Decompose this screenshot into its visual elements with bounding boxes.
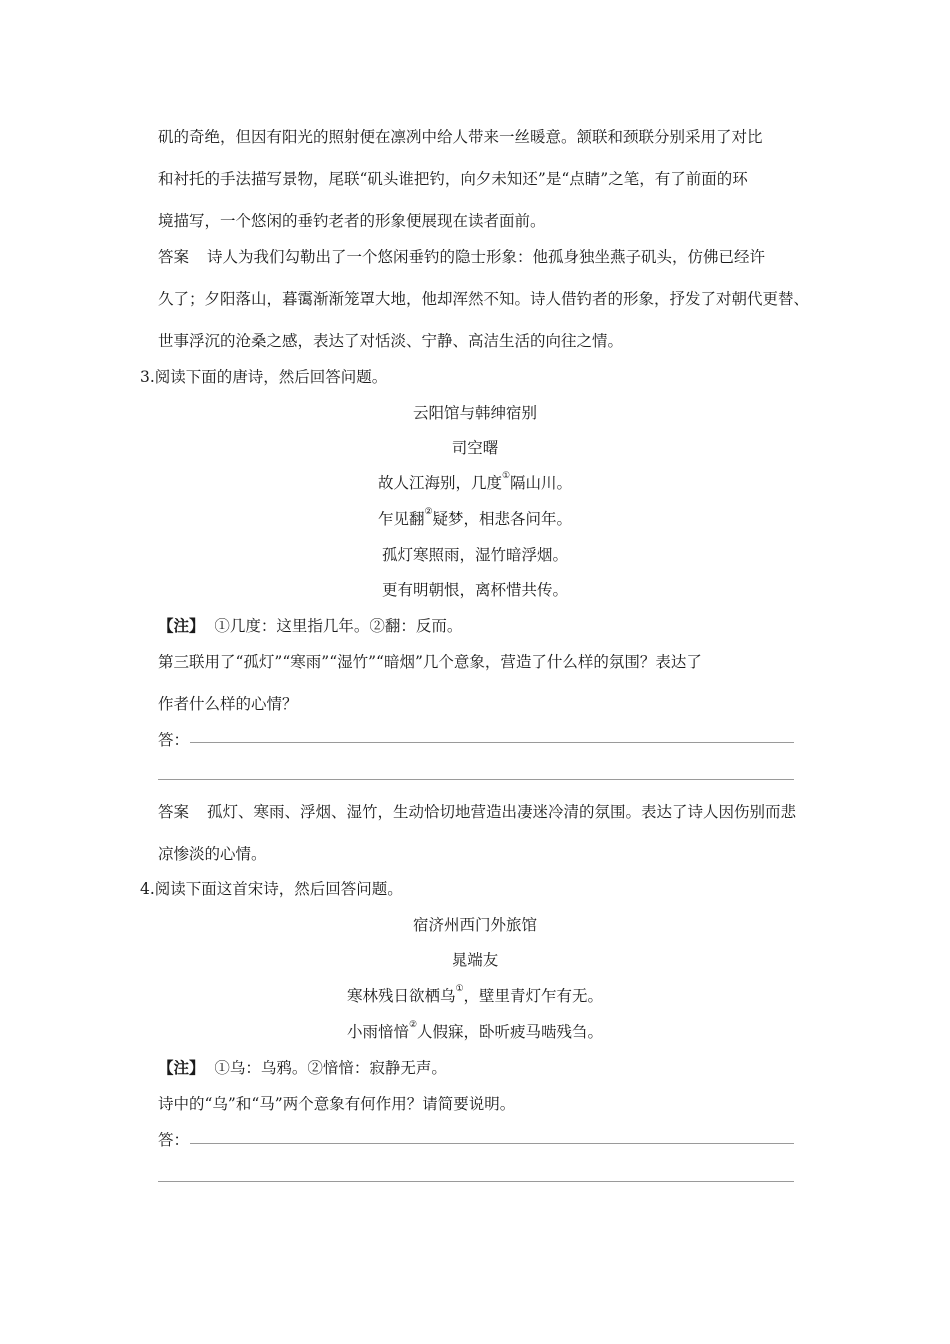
answer-3-line-1: 孤灯、寒雨、浮烟、湿竹，生动恰切地营造出凄迷冷清的氛围。表达了诗人因伤别而悲 <box>207 803 797 821</box>
question-3-text-2: 作者什么样的心情？ <box>158 695 298 713</box>
poem-4-line-1: 寒林残日欲栖乌①，壁里青灯乍有无。 <box>346 984 604 1005</box>
answer-label: 答案 <box>158 248 190 266</box>
question-4-heading: 4.阅读下面这首宋诗，然后回答问题。 <box>140 880 403 898</box>
poem-3-note: 【注】 ①几度：这里指几年。②翻：反而。 <box>158 616 463 635</box>
question-4-text: 诗中的“乌”和“马”两个意象有何作用？请简要说明。 <box>158 1095 516 1113</box>
note-tag: 【注】 <box>158 1058 205 1077</box>
poem-3-line-4: 更有明朝恨，离杯惜共传。 <box>381 581 568 599</box>
poem-4-title: 宿济州西门外旅馆 <box>412 916 537 934</box>
question-3-heading: 3.阅读下面的唐诗，然后回答问题。 <box>140 368 388 386</box>
analysis-line-2: 和衬托的手法描写景物，尾联“矶头谁把钓，向夕未知还”是“点睛”之笔，有了前面的环 <box>158 170 748 188</box>
answer-3-line-2: 凉惨淡的心情。 <box>158 845 267 863</box>
poem-4-line-2: 小雨愔愔②人假寐，卧听疲马啮残刍。 <box>346 1020 604 1041</box>
poem-3-title: 云阳馆与韩绅宿别 <box>412 404 537 422</box>
answer-blank-4-line-2[interactable] <box>158 1181 794 1182</box>
answer-line-3: 世事浮沉的沧桑之感，表达了对恬淡、宁静、高洁生活的向往之情。 <box>158 332 624 350</box>
question-3-text-1: 第三联用了“孤灯”“寒雨”“湿竹”“暗烟”几个意象，营造了什么样的氛围？表达了 <box>158 653 702 671</box>
poem-3-author: 司空曙 <box>451 439 499 457</box>
answer-blank-4-line-1[interactable] <box>190 1143 794 1144</box>
poem-4-note: 【注】 ①乌：乌鸦。②愔愔：寂静无声。 <box>158 1058 447 1077</box>
answer-3-label: 答案 <box>158 803 190 821</box>
poem-4-author: 晁端友 <box>451 951 499 969</box>
analysis-line-3: 境描写，一个悠闲的垂钓老者的形象便展现在读者面前。 <box>158 212 546 230</box>
poem-3-line-3: 孤灯寒照雨，湿竹暗浮烟。 <box>381 546 568 564</box>
answer-line-2: 久了；夕阳落山，暮霭渐渐笼罩大地，他却浑然不知。诗人借钓者的形象，抒发了对朝代更替、 <box>158 290 810 308</box>
answer-line-1: 诗人为我们勾勒出了一个悠闲垂钓的隐士形象：他孤身独坐燕子矶头，仿佛已经许 <box>207 248 766 266</box>
note-tag: 【注】 <box>158 616 205 635</box>
answer-blank-3-line-1[interactable] <box>190 742 794 743</box>
answer-prompt-3: 答： <box>158 731 190 749</box>
analysis-line-1: 矶的奇绝，但因有阳光的照射便在凛冽中给人带来一丝暖意。颔联和颈联分别采用了对比 <box>158 128 763 146</box>
poem-3-line-1: 故人江海别，几度①隔山川。 <box>377 471 573 492</box>
answer-prompt-4: 答： <box>158 1131 190 1149</box>
poem-3-line-2: 乍见翻②疑梦，相悲各问年。 <box>377 507 573 528</box>
answer-blank-3-line-2[interactable] <box>158 779 794 780</box>
